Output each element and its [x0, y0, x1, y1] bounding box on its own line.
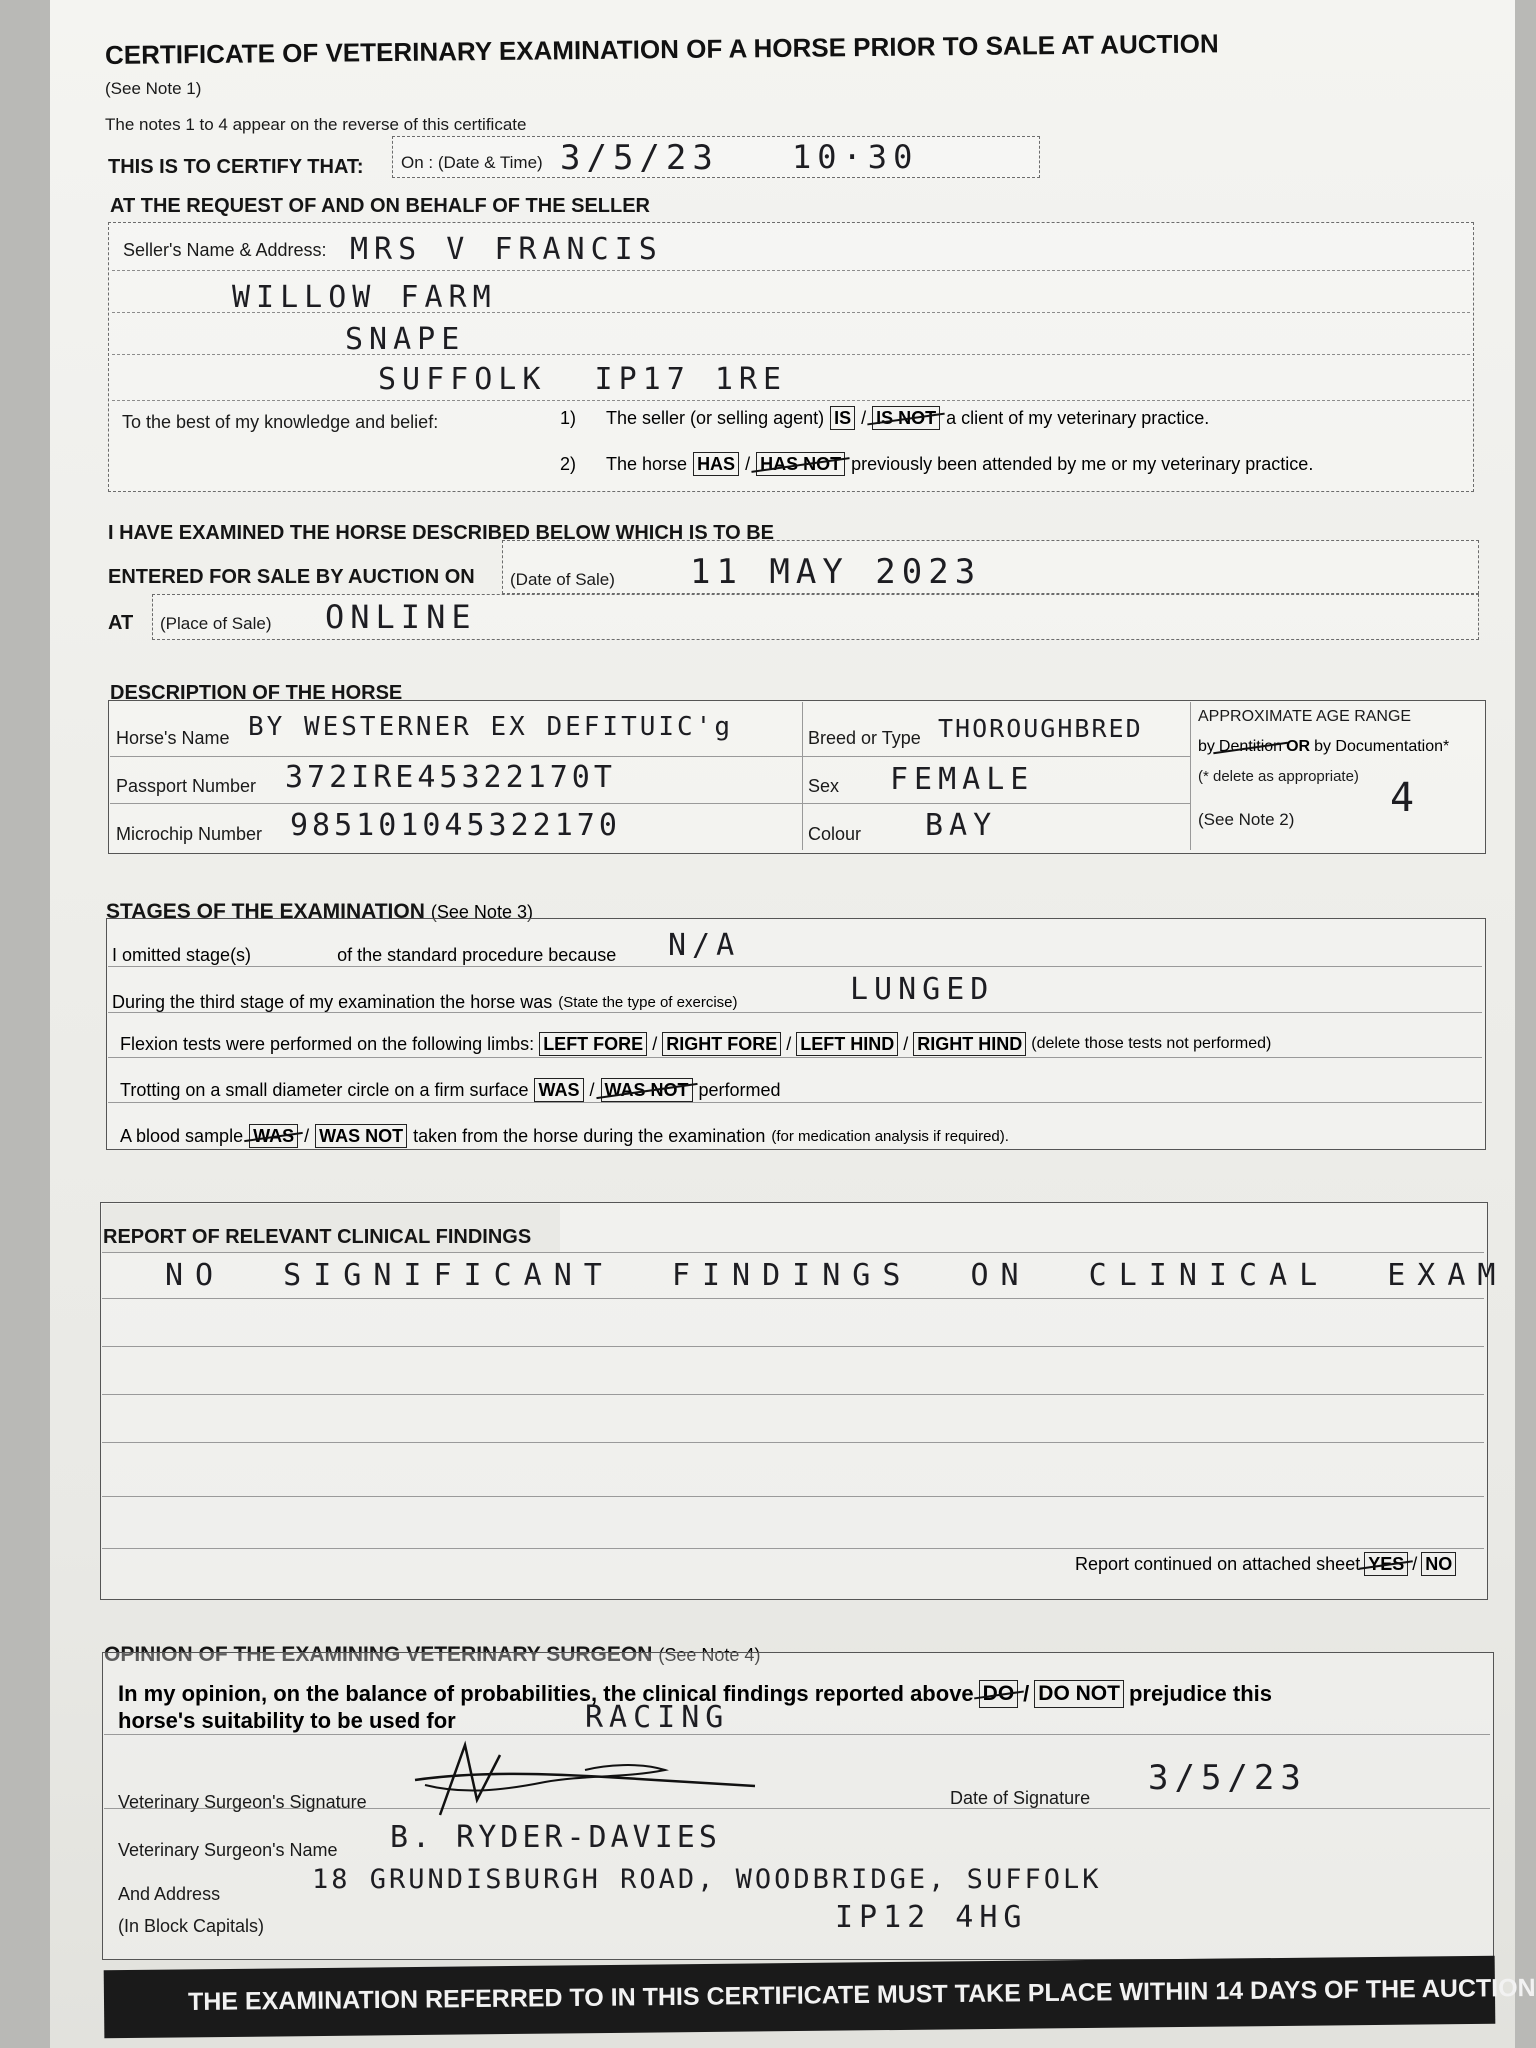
sex-label: Sex	[808, 776, 840, 796]
omitted-row	[112, 945, 616, 966]
stages-title: STAGES OF THE EXAMINATION	[106, 900, 425, 923]
trot-was-option[interactable]: WAS	[534, 1078, 583, 1102]
has-not-option[interactable]: HAS NOT	[756, 452, 845, 476]
client-statement	[560, 406, 1209, 430]
see-note-1: (See Note 1)	[105, 79, 202, 98]
age-or: OR	[1286, 738, 1311, 755]
breed-value[interactable]: THOROUGHBRED	[938, 714, 1143, 743]
vet-name-label: Veterinary Surgeon's Name	[118, 1840, 338, 1860]
continued-yes-option[interactable]: YES	[1364, 1552, 1408, 1576]
item2-number: 2)	[560, 453, 577, 474]
colour-value[interactable]: BAY	[925, 808, 998, 843]
sale-date-label: (Date of Sale)	[510, 570, 615, 589]
date-signature-value[interactable]: 3/5/23	[1148, 1758, 1307, 1798]
description-heading: DESCRIPTION OF THE HORSE	[110, 682, 403, 704]
seller-line-2[interactable]: WILLOW FARM	[232, 280, 497, 315]
item2-sep: /	[745, 453, 751, 474]
passport-label: Passport Number	[116, 776, 257, 796]
right-hind-option[interactable]: RIGHT HIND	[913, 1032, 1026, 1056]
continued-no-option[interactable]: NO	[1421, 1552, 1456, 1576]
vet-name-value[interactable]: B. RYDER-DAVIES	[390, 1820, 721, 1855]
blood-label: A blood sample	[120, 1125, 244, 1146]
vet-address-line-1[interactable]: 18 GRUNDISBURGH ROAD, WOODBRIDGE, SUFFOLK	[312, 1864, 1102, 1895]
age-heading: APPROXIMATE AGE RANGE	[1198, 708, 1412, 725]
opinion-line-2: horse's suitability to be used for	[118, 1708, 456, 1733]
third-label: During the third stage of my examination the horse was	[112, 992, 553, 1012]
is-option[interactable]: IS	[830, 406, 855, 430]
exam-time-value[interactable]: 10·30	[792, 138, 919, 176]
intended-use-value[interactable]: RACING	[585, 1700, 730, 1735]
seller-line-3[interactable]: SNAPE	[345, 322, 466, 357]
sale-date-box	[502, 540, 1479, 594]
left-fore-option[interactable]: LEFT FORE	[539, 1032, 647, 1056]
opinion-post: prejudice this	[1128, 1681, 1273, 1706]
examined-heading: I HAVE EXAMINED THE HORSE DESCRIBED BELOW WHICH IS TO BE	[108, 522, 774, 544]
trot-sep: /	[589, 1079, 595, 1100]
trot-post: performed	[698, 1079, 781, 1100]
age-value[interactable]: 4	[1390, 775, 1421, 821]
seller-heading: AT THE REQUEST OF AND ON BEHALF OF THE SELLER	[110, 195, 650, 217]
flexion-note: (delete those tests not performed)	[1031, 1035, 1272, 1052]
entered-heading: ENTERED FOR SALE BY AUCTION ON	[108, 566, 475, 588]
item1-number: 1)	[560, 407, 577, 428]
certificate-title: CERTIFICATE OF VETERINARY EXAMINATION OF A HORSE PRIOR TO SALE AT AUCTION	[104, 28, 1219, 70]
opinion-title: OPINION OF THE EXAMINING VETERINARY SURGEON	[104, 1643, 653, 1666]
blood-was-not-option[interactable]: WAS NOT	[315, 1124, 407, 1148]
trot-was-not-option[interactable]: WAS NOT	[601, 1078, 693, 1102]
date-signature-label: Date of Signature	[950, 1788, 1091, 1808]
third-stage-value[interactable]: LUNGED	[850, 972, 995, 1007]
age-delete-note: (* delete as appropriate)	[1198, 768, 1359, 785]
sale-date-value[interactable]: 11 MAY 2023	[690, 552, 982, 592]
continued-sep: /	[1412, 1553, 1418, 1574]
at-label: AT	[108, 612, 134, 634]
omitted-label: I omitted stage(s)	[112, 945, 252, 965]
sale-place-value[interactable]: ONLINE	[325, 598, 477, 636]
report-continued-row	[1075, 1552, 1456, 1576]
blood-was-option[interactable]: WAS	[249, 1124, 298, 1148]
certify-label: THIS IS TO CERTIFY THAT:	[108, 156, 364, 178]
seller-line-1[interactable]: MRS V FRANCIS	[350, 232, 663, 267]
continued-label: Report continued on attached sheet	[1075, 1553, 1361, 1574]
flexion-sep: /	[786, 1033, 792, 1054]
item1-pre: The seller (or selling agent)	[606, 407, 825, 428]
item1-post: a client of my veterinary practice.	[946, 407, 1210, 428]
knowledge-label: To the best of my knowledge and belief:	[122, 412, 439, 432]
has-option[interactable]: HAS	[693, 452, 739, 476]
trot-label: Trotting on a small diameter circle on a firm surface	[120, 1079, 529, 1100]
blood-sep: /	[304, 1125, 310, 1146]
left-hind-option[interactable]: LEFT HIND	[796, 1032, 898, 1056]
is-not-option[interactable]: IS NOT	[872, 406, 940, 430]
vet-address-label: And Address	[118, 1884, 221, 1904]
horse-name-label: Horse's Name	[116, 728, 230, 748]
seller-name-label: Seller's Name & Address:	[123, 240, 327, 260]
opinion-pre: In my opinion, on the balance of probabilities, the clinical findings reported above	[118, 1681, 974, 1706]
age-method	[1198, 738, 1449, 756]
microchip-value[interactable]: 985101045322170	[290, 808, 621, 843]
blood-note: (for medication analysis if required).	[771, 1127, 1009, 1145]
footer-text: THE EXAMINATION REFERRED TO IN THIS CERTIFICATE MUST TAKE PLACE WITHIN 14 DAYS OF THE AUCTION	[187, 1973, 1536, 2016]
sex-value[interactable]: FEMALE	[890, 762, 1035, 797]
attended-statement	[560, 452, 1313, 476]
microchip-label: Microchip Number	[116, 824, 263, 844]
breed-label: Breed or Type	[808, 728, 921, 748]
flexion-sep: /	[652, 1033, 658, 1054]
blood-row	[120, 1124, 1009, 1148]
age-documentation-option[interactable]: by Documentation*	[1314, 738, 1450, 755]
age-see-note: (See Note 2)	[1198, 810, 1295, 829]
flexion-sep: /	[903, 1033, 909, 1054]
vet-address-line-2[interactable]: IP12 4HG	[835, 1900, 1028, 1935]
omitted-value[interactable]: N/A	[668, 928, 741, 963]
date-time-label: On : (Date & Time)	[401, 153, 543, 172]
right-fore-option[interactable]: RIGHT FORE	[662, 1032, 781, 1056]
signature-scribble[interactable]	[405, 1740, 765, 1820]
age-dentition-option[interactable]: Dentition	[1218, 738, 1283, 755]
omitted-mid: of the standard procedure because	[337, 945, 617, 965]
item2-pre: The horse	[606, 453, 688, 474]
passport-value[interactable]: 372IRE45322170T	[285, 760, 616, 795]
report-finding[interactable]: NO SIGNIFICANT FINDINGS ON CLINICAL EXAM	[165, 1258, 1508, 1293]
trotting-row	[120, 1078, 781, 1102]
report-heading: REPORT OF RELEVANT CLINICAL FINDINGS	[103, 1226, 532, 1248]
age-by: by	[1198, 738, 1215, 755]
third-note: (State the type of exercise)	[558, 994, 738, 1011]
exam-date-value[interactable]: 3/5/23	[560, 138, 719, 178]
item2-post: previously been attended by me or my veterinary practice.	[851, 453, 1314, 474]
blood-post: taken from the horse during the examination	[413, 1125, 766, 1146]
colour-label: Colour	[808, 824, 862, 844]
vet-address-note: (In Block Capitals)	[118, 1916, 265, 1936]
horse-name-value[interactable]: BY WESTERNER EX DEFITUIC'g	[248, 712, 733, 742]
flexion-label: Flexion tests were performed on the following limbs:	[120, 1033, 535, 1054]
sale-place-label: (Place of Sale)	[160, 614, 272, 633]
opinion-note: (See Note 4)	[658, 1644, 761, 1665]
seller-line-4[interactable]: SUFFOLK IP17 1RE	[378, 362, 788, 397]
item1-sep: /	[861, 407, 867, 428]
opinion-do-option[interactable]: DO	[979, 1680, 1019, 1708]
notes-line: The notes 1 to 4 appear on the reverse of this certificate	[105, 115, 527, 134]
stages-note: (See Note 3)	[430, 901, 533, 922]
opinion-do-not-option[interactable]: DO NOT	[1034, 1680, 1124, 1708]
signature-label: Veterinary Surgeon's Signature	[118, 1792, 367, 1812]
opinion-sep: /	[1023, 1681, 1030, 1706]
flexion-row	[120, 1032, 1271, 1056]
third-stage-row	[112, 992, 738, 1013]
